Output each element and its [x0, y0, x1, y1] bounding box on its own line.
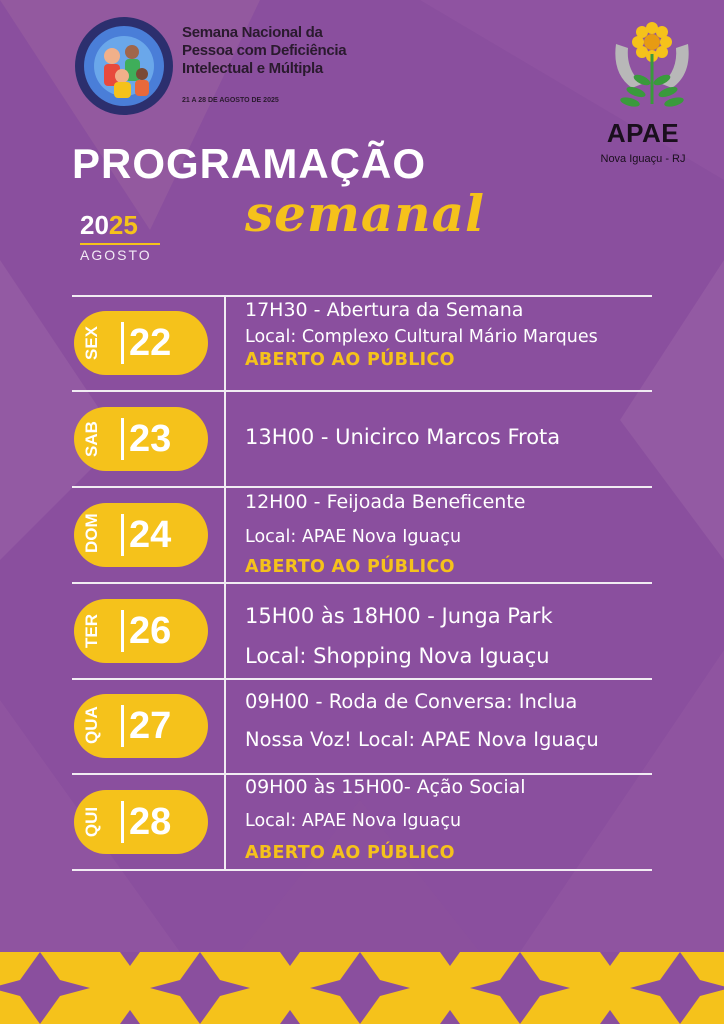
- day-number: 27: [129, 705, 172, 747]
- year-part-yellow-2: 5: [123, 210, 138, 240]
- event-dates: 21 A 28 DE AGOSTO DE 2025: [182, 97, 279, 104]
- year-part-yellow-1: 2: [108, 210, 124, 240]
- column-divider: [224, 296, 226, 870]
- date-pill: [74, 599, 208, 663]
- day-number: 23: [129, 418, 172, 460]
- page-subtitle: semanal: [245, 184, 486, 243]
- divider: [72, 773, 652, 775]
- day-number: 26: [129, 610, 172, 652]
- date-pill: [74, 407, 208, 471]
- divider: [72, 390, 652, 392]
- weekday: DOM: [82, 513, 101, 553]
- weekday: SAB: [82, 421, 101, 457]
- weekday: SEX: [82, 325, 101, 361]
- apae-flower-logo: [602, 14, 702, 124]
- date-pill: [74, 694, 208, 758]
- event-line: Local: Shopping Nova Iguaçu: [245, 644, 550, 668]
- event-logo-badge: [74, 16, 174, 116]
- org-name: APAE: [606, 118, 680, 148]
- open-to-public-label: ABERTO AO PÚBLICO: [245, 350, 455, 370]
- event-title-line-2: Pessoa com Deficiência: [182, 42, 347, 59]
- date-pill: [74, 790, 208, 854]
- pill-separator: [121, 705, 124, 747]
- event-line: 12H00 - Feijoada Beneficente: [245, 491, 526, 513]
- pill-separator: [121, 610, 124, 652]
- event-line: Nossa Voz! Local: APAE Nova Iguaçu: [245, 728, 599, 751]
- org-location: Nova Iguaçu - RJ: [600, 153, 686, 165]
- pill-separator: [121, 418, 124, 460]
- event-title-line-1: Semana Nacional da: [182, 24, 323, 41]
- event-title-line-3: Intelectual e Múltipla: [182, 60, 323, 77]
- event-line: Local: Complexo Cultural Mário Marques: [245, 327, 598, 347]
- month: AGOSTO: [80, 247, 152, 263]
- page-title: PROGRAMAÇÃO: [72, 140, 426, 187]
- pill-separator: [121, 514, 124, 556]
- weekday: QUA: [82, 706, 101, 744]
- year-block: [80, 210, 162, 263]
- divider: [72, 869, 652, 871]
- divider: [72, 582, 652, 584]
- event-line: Local: APAE Nova Iguaçu: [245, 811, 462, 831]
- day-number: 22: [129, 322, 172, 364]
- event-line: 15H00 às 18H00 - Junga Park: [245, 604, 553, 628]
- year-underline: [80, 243, 160, 245]
- divider: [72, 486, 652, 488]
- event-line: 17H30 - Abertura da Semana: [245, 299, 524, 321]
- event-line: 13H00 - Unicirco Marcos Frota: [245, 425, 561, 449]
- year-part-white: 20: [80, 210, 109, 240]
- pill-separator: [121, 322, 124, 364]
- day-number: 28: [129, 801, 172, 843]
- weekday: QUI: [82, 806, 101, 838]
- divider: [72, 678, 652, 680]
- pill-separator: [121, 801, 124, 843]
- footer-pattern: [0, 952, 724, 1024]
- date-pill: [74, 503, 208, 567]
- year: [80, 210, 162, 241]
- open-to-public-label: ABERTO AO PÚBLICO: [245, 843, 455, 863]
- divider: [72, 295, 652, 297]
- date-pill: [74, 311, 208, 375]
- weekday: TER: [82, 614, 101, 648]
- day-number: 24: [129, 514, 172, 556]
- event-line: 09H00 às 15H00- Ação Social: [245, 776, 526, 798]
- open-to-public-label: ABERTO AO PÚBLICO: [245, 557, 455, 577]
- event-title: [182, 24, 382, 78]
- event-line: Local: APAE Nova Iguaçu: [245, 527, 462, 547]
- event-line: 09H00 - Roda de Conversa: Inclua: [245, 690, 578, 713]
